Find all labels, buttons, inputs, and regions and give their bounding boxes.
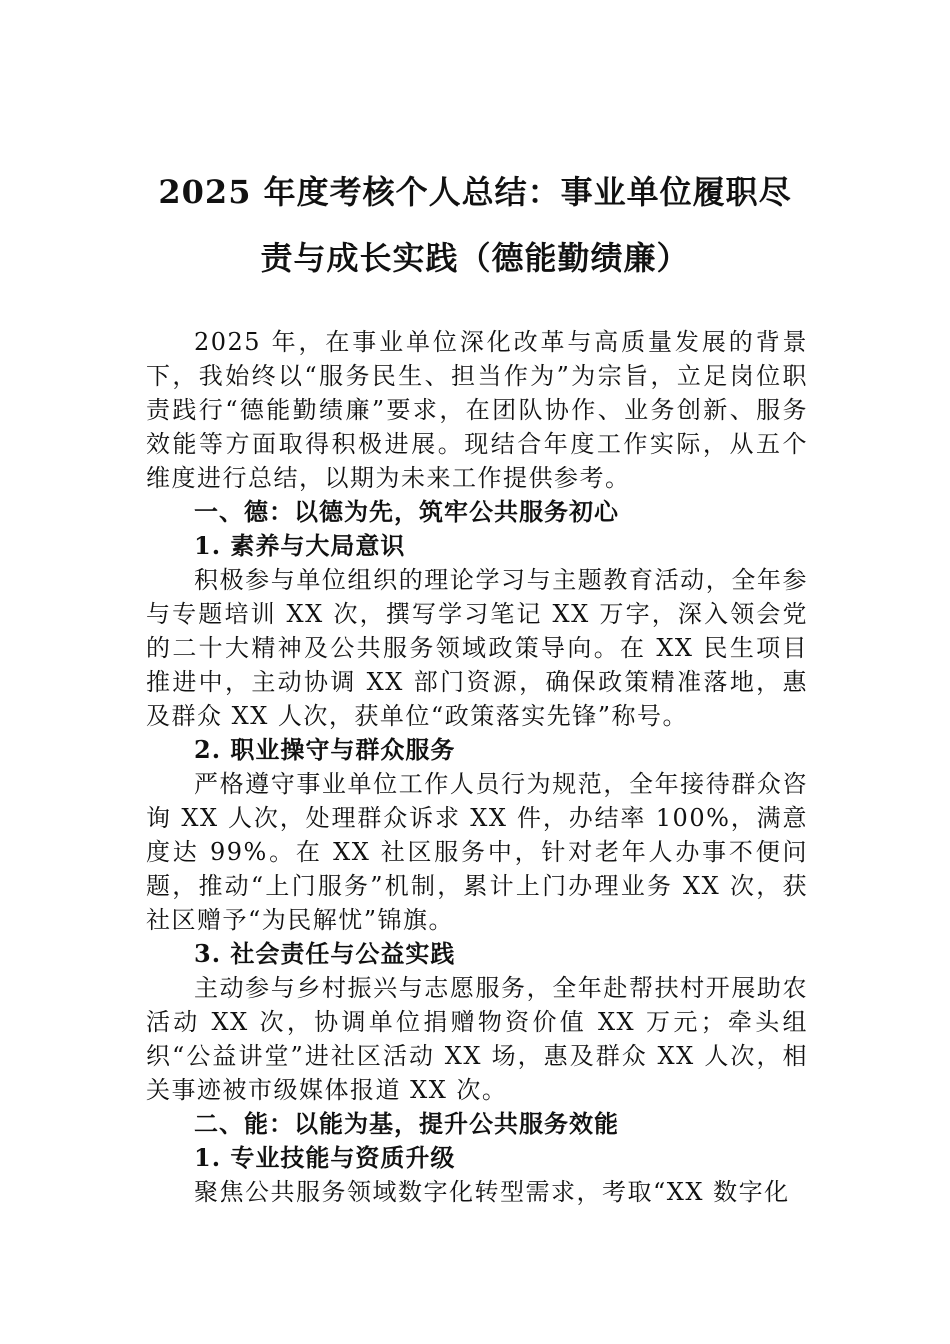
intro-paragraph: 2025 年，在事业单位深化改革与高质量发展的背景下，我始终以“服务民生、担当作为”为宗旨，立足岗位职责践行“德能勤绩廉”要求，在团队协作、业务创新、服务效能等方面取得积极进展。现结合年度工作实际，从五个维度进行总结，以期为未来工作提供参考。	[146, 328, 808, 492]
subsection-heading: 1. 专业技能与资质升级	[194, 1143, 456, 1172]
body-paragraph: 聚焦公共服务领域数字化转型需求，考取“XX 数字化	[194, 1178, 790, 1206]
section-heading-de: 一、德：以德为先，筑牢公共服务初心	[194, 497, 619, 526]
body-paragraph: 主动参与乡村振兴与志愿服务，全年赴帮扶村开展助农活动 XX 次，协调单位捐赠物资价值 XX 万元；牵头组织“公益讲堂”进社区活动 XX 场，惠及群众 XX 人次，相关事迹被市级媒体报道 XX 次。	[146, 974, 808, 1104]
document-title-line-1: 2025 年度考核个人总结：事业单位履职尽	[158, 173, 792, 211]
document-body	[146, 325, 808, 1209]
subsection-heading: 1. 素养与大局意识	[194, 531, 406, 560]
body-paragraph: 积极参与单位组织的理论学习与主题教育活动，全年参与专题培训 XX 次，撰写学习笔记 XX 万字，深入领会党的二十大精神及公共服务领域政策导向。在 XX 民生项目推进中，主动协调 XX 部门资源，确保政策精准落地，惠及群众 XX 人次，获单位“政策落实先锋”称号。	[146, 566, 808, 730]
section-heading-neng: 二、能：以能为基，提升公共服务效能	[194, 1109, 619, 1138]
body-paragraph: 严格遵守事业单位工作人员行为规范，全年接待群众咨询 XX 人次，处理群众诉求 XX 件，办结率 100%，满意度达 99%。在 XX 社区服务中，针对老年人办事不便问题，推动“上门服务”机制，累计上门办理业务 XX 次，获社区赠予“为民解忧”锦旗。	[146, 770, 808, 934]
subsection-heading: 3. 社会责任与公益实践	[194, 939, 456, 968]
document-title-line-2: 责与成长实践（德能勤绩廉）	[260, 239, 690, 277]
subsection-heading: 2. 职业操守与群众服务	[194, 735, 456, 764]
